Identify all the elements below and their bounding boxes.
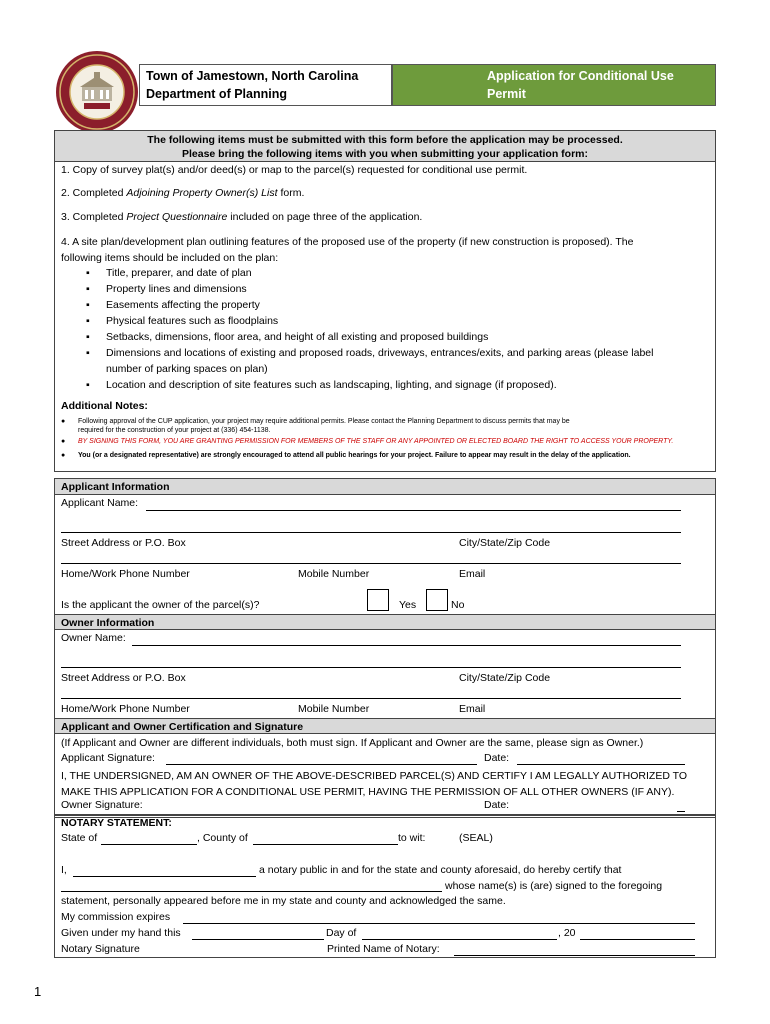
applicant-name-field[interactable] xyxy=(146,510,681,511)
notary-printed-name-label: Printed Name of Notary: xyxy=(327,943,440,955)
list-item-continuation: number of parking spaces on plan) xyxy=(106,363,268,375)
requirement-item-1: 1. Copy of survey plat(s) and/or deed(s) or map to the parcel(s) requested for conditional use permit. xyxy=(61,164,528,176)
notary-county-field[interactable] xyxy=(253,844,398,845)
applicant-name-label: Applicant Name: xyxy=(61,497,139,509)
notary-seal-label: (SEAL) xyxy=(459,832,493,844)
owner-phone-label: Home/Work Phone Number xyxy=(61,703,190,715)
no-checkbox[interactable] xyxy=(426,589,448,611)
department-name: Department of Planning xyxy=(146,87,287,101)
notary-signature-label: Notary Signature xyxy=(61,943,140,955)
requirement-item-3 xyxy=(61,211,422,223)
notary-month-field[interactable] xyxy=(362,939,557,940)
list-item: ▪ Setbacks, dimensions, floor area, and height of all existing and proposed buildings xyxy=(86,331,489,343)
certification-statement-line2: MAKE THIS APPLICATION FOR A CONDITIONAL USE PERMIT, HAVING THE PERMISSION OF ALL OTHER OWNERS (IF ANY). xyxy=(61,786,675,798)
form-title-line2: Permit xyxy=(487,87,526,101)
owner-name-field-2[interactable] xyxy=(61,667,681,668)
owner-question-label: Is the applicant the owner of the parcel(s)? xyxy=(61,599,260,611)
note-item-2: ● BY SIGNING THIS FORM, YOU ARE GRANTING PERMISSION FOR MEMBERS OF THE STAFF OR ANY APPOINTED OR ELECTED BOARD THE RIGHT TO ACCESS YOUR PROPERTY. xyxy=(61,438,674,445)
town-name: Town of Jamestown, North Carolina xyxy=(146,69,359,83)
header-department-box xyxy=(139,64,392,106)
applicant-date-field[interactable] xyxy=(517,764,685,765)
list-item: ▪ Physical features such as floodplains xyxy=(86,315,279,327)
owner-name-label: Owner Name: xyxy=(61,632,126,644)
notary-whose-text: whose name(s) is (are) signed to the foregoing xyxy=(445,880,663,892)
applicant-address-field[interactable] xyxy=(61,563,681,564)
applicant-street-label: Street Address or P.O. Box xyxy=(61,537,186,549)
applicant-date-label: Date: xyxy=(484,752,510,764)
notary-commission-field[interactable] xyxy=(183,923,695,924)
applicant-email-label: Email xyxy=(459,568,486,580)
item4-line2: following items should be included on the plan: xyxy=(61,252,279,264)
notary-day-field[interactable] xyxy=(192,939,324,940)
certification-statement xyxy=(61,768,687,800)
notary-dayof-label: Day of xyxy=(326,927,357,939)
notary-heading: NOTARY STATEMENT: xyxy=(61,817,172,829)
list-item: ▪ Title, preparer, and date of plan xyxy=(86,267,252,279)
form-title-line1: Application for Conditional Use xyxy=(487,69,674,83)
item2-form-name: Adjoining Property Owner(s) List xyxy=(126,187,278,199)
note-item-3: ● You (or a designated representative) are strongly encouraged to attend all public hearings for your project. Failure to appear may result in the delay of the application. xyxy=(61,452,631,459)
site-plan-bullet-list xyxy=(86,265,653,393)
item3-form-name: Project Questionnaire xyxy=(126,211,228,223)
certification-heading: Applicant and Owner Certification and Signature xyxy=(55,718,715,734)
list-item: ▪ Property lines and dimensions xyxy=(86,283,247,295)
requirement-item-2 xyxy=(61,187,304,199)
notary-towit-label: to wit: xyxy=(398,832,426,844)
requirement-item-4 xyxy=(61,234,633,266)
certification-instructions: (If Applicant and Owner are different individuals, both must sign. If Applicant and Owner are the same, please sign as Owner.) xyxy=(61,737,644,749)
information-section xyxy=(54,478,716,818)
note-item-1: ● Following approval of the CUP application, your project may require additional permits. Please contact the Planning Department to discuss permits that may be required for the construction of your project at (336) 454-1138. xyxy=(61,418,570,434)
owner-address-field[interactable] xyxy=(61,698,681,699)
owner-date-field[interactable] xyxy=(677,811,685,812)
item2-prefix: 2. Completed xyxy=(61,187,127,199)
owner-date-label: Date: xyxy=(484,799,510,811)
additional-notes-heading: Additional Notes: xyxy=(61,400,148,412)
notary-year-label: , 20 xyxy=(558,927,576,939)
requirements-heading xyxy=(55,131,715,162)
applicant-information-heading: Applicant Information xyxy=(55,479,715,495)
item3-prefix: 3. Completed xyxy=(61,211,127,223)
yes-checkbox[interactable] xyxy=(367,589,389,611)
applicant-signature-label: Applicant Signature: xyxy=(61,752,155,764)
applicant-city-label: City/State/Zip Code xyxy=(459,537,551,549)
notary-given-label: Given under my hand this xyxy=(61,927,181,939)
notary-state-field[interactable] xyxy=(101,844,197,845)
item3-suffix: included on page three of the application. xyxy=(227,211,423,223)
item2-suffix: form. xyxy=(277,187,305,199)
applicant-mobile-label: Mobile Number xyxy=(298,568,370,580)
notary-public-text: a notary public in and for the state and county aforesaid, do hereby certify that xyxy=(259,864,622,876)
notary-state-label: State of xyxy=(61,832,98,844)
notary-statement-text: statement, personally appeared before me in my state and county and acknowledged the same. xyxy=(61,895,506,907)
owner-email-label: Email xyxy=(459,703,486,715)
owner-street-label: Street Address or P.O. Box xyxy=(61,672,186,684)
notary-commission-label: My commission expires xyxy=(61,911,171,923)
notary-printed-name-field[interactable] xyxy=(454,955,695,956)
list-item: ▪ Location and description of site features such as landscaping, lighting, and signage (if proposed). xyxy=(86,379,557,391)
yes-label: Yes xyxy=(399,599,417,611)
notary-appearing-party-field[interactable] xyxy=(61,891,442,892)
town-seal-logo xyxy=(55,50,139,134)
owner-name-field[interactable] xyxy=(132,645,681,646)
owner-city-label: City/State/Zip Code xyxy=(459,672,551,684)
applicant-name-field-2[interactable] xyxy=(61,532,681,533)
notary-name-field[interactable] xyxy=(73,876,256,877)
certification-statement-line1: I, THE UNDERSIGNED, AM AN OWNER OF THE ABOVE-DESCRIBED PARCEL(S) AND CERTIFY I AM LEGALLY AUTHORIZED TO xyxy=(61,770,688,782)
notary-i-label: I, xyxy=(61,864,67,876)
applicant-phone-label: Home/Work Phone Number xyxy=(61,568,190,580)
owner-mobile-label: Mobile Number xyxy=(298,703,370,715)
no-label: No xyxy=(451,599,465,611)
page-number: 1 xyxy=(34,984,42,999)
applicant-signature-field[interactable] xyxy=(166,764,477,765)
item4-line1: 4. A site plan/development plan outlining features of the proposed use of the property (if new construction is proposed). The xyxy=(61,236,634,248)
owner-information-heading: Owner Information xyxy=(55,614,715,630)
notary-county-label: , County of xyxy=(197,832,248,844)
requirements-heading-line2: Please bring the following items with you when submitting your application form: xyxy=(181,148,589,160)
list-item: ▪ Easements affecting the property xyxy=(86,299,260,311)
list-item: ▪ Dimensions and locations of existing and proposed roads, driveways, entrances/exits, and parking areas (please label xyxy=(86,347,654,359)
owner-signature-label: Owner Signature: xyxy=(61,799,143,811)
notary-year-field[interactable] xyxy=(580,939,695,940)
requirements-heading-line1: The following items must be submitted with this form before the application may be processed. xyxy=(147,134,623,146)
header-title-box xyxy=(392,64,716,106)
